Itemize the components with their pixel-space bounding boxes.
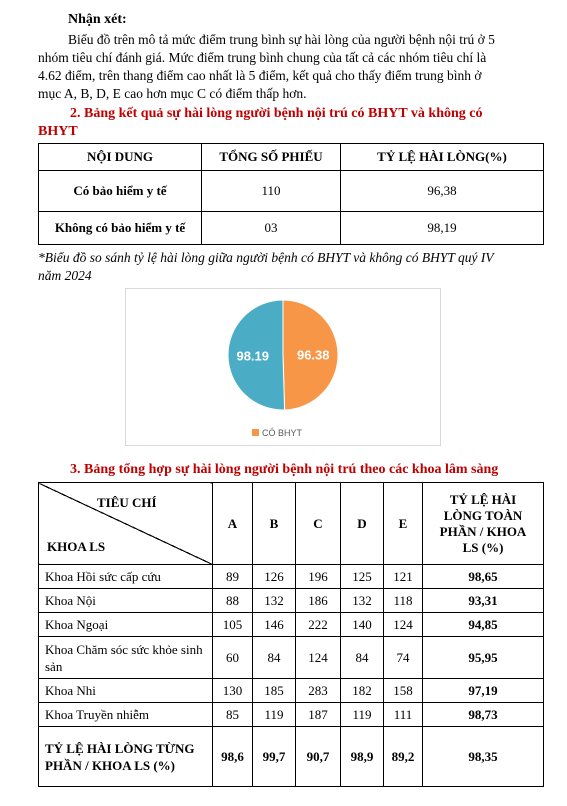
table-row xyxy=(39,637,544,679)
total-header-line: LÒNG TOÀN xyxy=(443,507,523,523)
table-row xyxy=(39,613,544,637)
table-row xyxy=(39,679,544,703)
total-header-line: PHẦN / KHOA xyxy=(439,523,527,539)
corner-header xyxy=(39,483,213,565)
bhyt-table xyxy=(38,143,544,245)
summary-cell: 98,9 xyxy=(341,727,384,787)
table-row xyxy=(39,212,544,245)
pie-data-label: 96.38 xyxy=(296,347,330,363)
row-count: 110 xyxy=(202,171,341,212)
summary-row xyxy=(39,727,544,787)
cell: 196 xyxy=(296,565,341,589)
section-2-heading: 2. Bảng kết quả sự hài lòng người bệnh nội trú có BHYT và không có xyxy=(70,106,483,121)
summary-cell: 99,7 xyxy=(253,727,296,787)
summary-cell: 90,7 xyxy=(296,727,341,787)
total-header-line: TỶ LỆ HÀI xyxy=(449,491,517,507)
cell: 132 xyxy=(253,589,296,613)
remark-line-1: Biểu đồ trên mô tả mức điểm trung bình sự hài lòng của người bệnh nội trú ở 5 xyxy=(68,32,495,47)
cell: 89 xyxy=(213,565,253,589)
legend-label: CÓ BHYT xyxy=(262,428,303,438)
cell: 146 xyxy=(253,613,296,637)
cell: 126 xyxy=(253,565,296,589)
cell: 187 xyxy=(296,703,341,727)
row-count: 03 xyxy=(202,212,341,245)
cell: 222 xyxy=(296,613,341,637)
corner-khoa-ls: KHOA LS xyxy=(47,539,106,554)
pie-chart xyxy=(125,288,441,446)
cell: 111 xyxy=(384,703,423,727)
col-e: E xyxy=(384,483,423,565)
cell: 118 xyxy=(384,589,423,613)
col-total xyxy=(423,483,544,565)
row-label: Có bảo hiểm y tế xyxy=(39,171,202,212)
row-rate: 96,38 xyxy=(341,171,544,212)
dept-name: Khoa Ngoại xyxy=(39,613,213,637)
corner-tieu-chi: TIÊU CHÍ xyxy=(97,495,157,510)
chart-caption-cont: năm 2024 xyxy=(38,268,92,283)
legend-swatch xyxy=(252,429,259,436)
cell: 60 xyxy=(213,637,253,679)
cell: 105 xyxy=(213,613,253,637)
remark-title: Nhận xét: xyxy=(68,12,127,27)
dept-total: 94,85 xyxy=(423,613,544,637)
table-row xyxy=(39,171,544,212)
summary-total: 98,35 xyxy=(423,727,544,787)
cell: 121 xyxy=(384,565,423,589)
col-d: D xyxy=(341,483,384,565)
cell: 283 xyxy=(296,679,341,703)
cell: 140 xyxy=(341,613,384,637)
cell: 88 xyxy=(213,589,253,613)
section-3-heading: 3. Bảng tổng hợp sự hài lòng người bệnh nội trú theo các khoa lâm sàng xyxy=(70,462,499,477)
remark-line-2: nhóm tiêu chí đánh giá. Mức điểm trung bình chung của tất cả các nhóm tiêu chí là xyxy=(38,50,487,65)
dept-name: Khoa Chăm sóc sức khỏe sinh sản xyxy=(39,637,213,679)
chart-caption: *Biểu đồ so sánh tỷ lệ hài lòng giữa người bệnh có BHYT và không có BHYT quý IV xyxy=(38,250,494,265)
dept-total: 98,73 xyxy=(423,703,544,727)
cell: 119 xyxy=(253,703,296,727)
dept-total: 95,95 xyxy=(423,637,544,679)
summary-cell: 98,6 xyxy=(213,727,253,787)
col-b: B xyxy=(253,483,296,565)
dept-name: Khoa Hồi sức cấp cứu xyxy=(39,565,213,589)
total-header-line: LS (%) xyxy=(462,539,504,555)
col-a: A xyxy=(213,483,253,565)
remark-line-4: mục A, B, D, E cao hơn mục C có điểm thấp hơn. xyxy=(38,86,307,101)
header-ty-le: TỶ LỆ HÀI LÒNG(%) xyxy=(341,144,544,171)
dept-name: Khoa Truyền nhiễm xyxy=(39,703,213,727)
department-table xyxy=(38,482,544,787)
dept-total: 98,65 xyxy=(423,565,544,589)
cell: 124 xyxy=(296,637,341,679)
cell: 158 xyxy=(384,679,423,703)
cell: 125 xyxy=(341,565,384,589)
pie-svg xyxy=(126,289,440,445)
row-label: Không có bảo hiểm y tế xyxy=(39,212,202,245)
cell: 186 xyxy=(296,589,341,613)
col-c: C xyxy=(296,483,341,565)
header-noi-dung: NỘI DUNG xyxy=(39,144,202,171)
dept-total: 93,31 xyxy=(423,589,544,613)
dept-name: Khoa Nhi xyxy=(39,679,213,703)
pie-data-label: 98.19 xyxy=(236,348,270,364)
table-row xyxy=(39,565,544,589)
cell: 84 xyxy=(253,637,296,679)
remark-line-3: 4.62 điểm, trên thang điểm cao nhất là 5 điểm, kết quả cho thấy điểm trung bình ở xyxy=(38,68,482,83)
table-row xyxy=(39,703,544,727)
cell: 74 xyxy=(384,637,423,679)
cell: 119 xyxy=(341,703,384,727)
summary-cell: 89,2 xyxy=(384,727,423,787)
section-2-heading-cont: BHYT xyxy=(38,124,78,139)
cell: 85 xyxy=(213,703,253,727)
cell: 124 xyxy=(384,613,423,637)
table-row xyxy=(39,589,544,613)
header-tong-so-phieu: TỔNG SỐ PHIẾU xyxy=(202,144,341,171)
cell: 84 xyxy=(341,637,384,679)
row-rate: 98,19 xyxy=(341,212,544,245)
cell: 132 xyxy=(341,589,384,613)
summary-label: TỶ LỆ HÀI LÒNG TỪNG PHẦN / KHOA LS (%) xyxy=(39,727,213,787)
cell: 130 xyxy=(213,679,253,703)
cell: 185 xyxy=(253,679,296,703)
dept-total: 97,19 xyxy=(423,679,544,703)
dept-name: Khoa Nội xyxy=(39,589,213,613)
cell: 182 xyxy=(341,679,384,703)
